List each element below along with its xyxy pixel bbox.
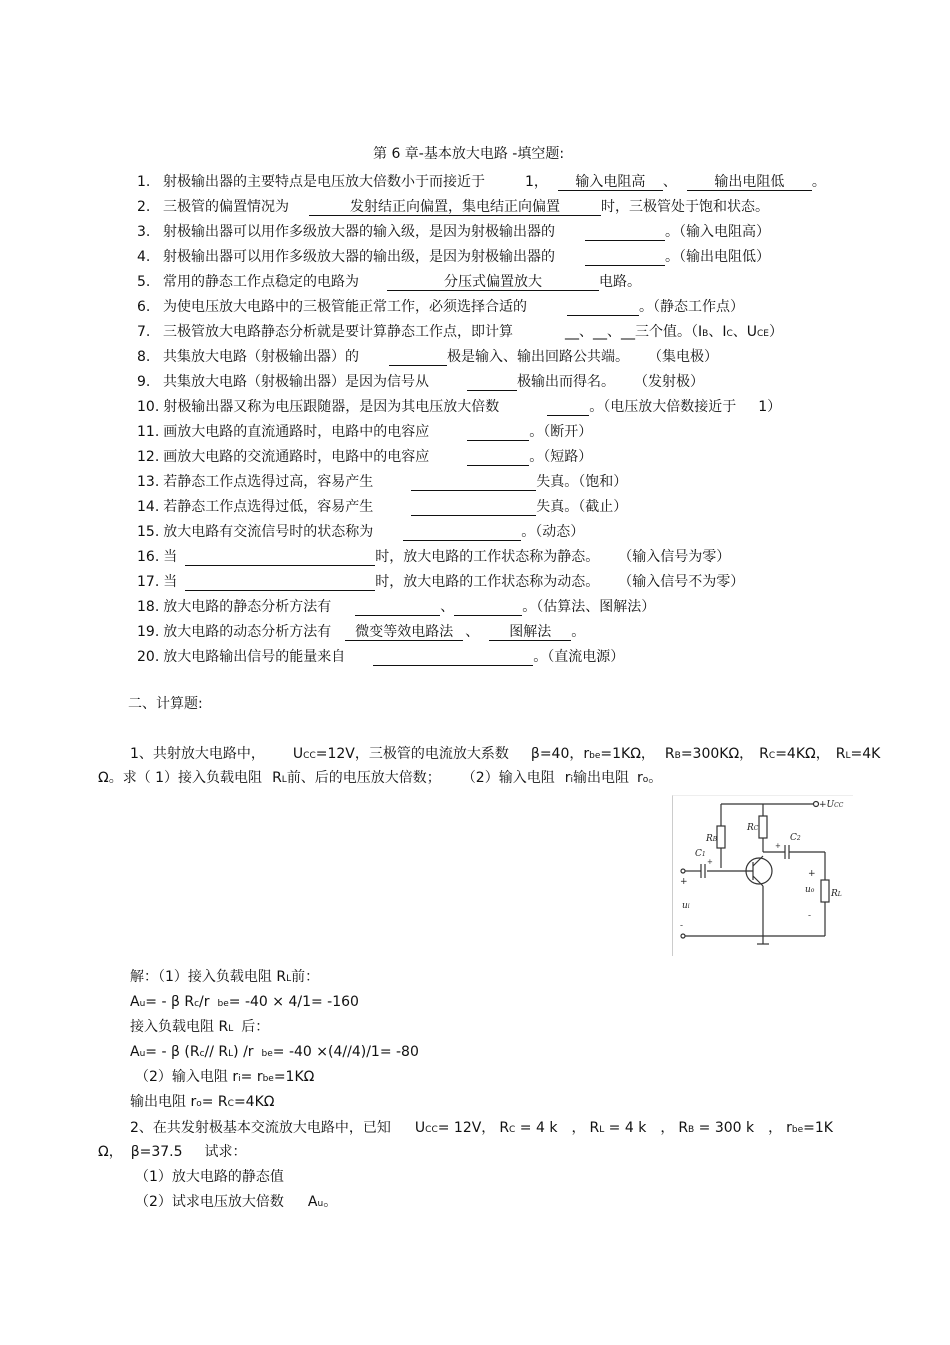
answer-blank: [467, 448, 529, 466]
question-4: [137, 248, 770, 266]
c2-label: C2: [790, 833, 801, 843]
answer-blank: [567, 298, 639, 316]
question-text: 电路。: [599, 274, 641, 290]
question-number: 17.: [137, 574, 160, 590]
vcc-label: +UCC: [819, 800, 844, 810]
question-1: [137, 173, 826, 191]
question-text: 。（动态）: [521, 524, 585, 540]
answer-hint: （输入信号为零）: [625, 549, 731, 565]
question-number: 13.: [137, 474, 160, 490]
question-text: 。: [571, 624, 586, 640]
question-text: B: [702, 329, 709, 339]
question-text: 。（输出电阻低）: [665, 249, 770, 265]
question-number: 20.: [137, 649, 160, 665]
question-number: 5.: [137, 274, 151, 290]
question-text: 时，放大电路的工作状态称为静态。: [375, 549, 600, 565]
question-text: 放大电路输出信号的能量来自: [163, 649, 346, 665]
answer-blank: 图解法: [489, 623, 571, 641]
question-number: 11.: [137, 424, 160, 440]
question-number: 9.: [137, 374, 151, 390]
question-text: 当: [163, 574, 178, 590]
question-text: 射极输出器又称为电压跟随器，是因为其电压放大倍数: [163, 399, 500, 415]
question-text: 若静态工作点选得过高，容易产生: [163, 474, 374, 490]
question-number: 7.: [137, 324, 151, 340]
question-text: 画放大电路的交流通路时，电路中的电容应: [163, 449, 430, 465]
minus-sign: -: [680, 921, 684, 931]
plus-sign: +: [680, 877, 688, 887]
answer-blank: [454, 598, 522, 616]
question-number: 19.: [137, 624, 160, 640]
question-text: 、: [662, 174, 677, 190]
question-text: 、: [465, 624, 480, 640]
question-number: 3.: [137, 224, 151, 240]
sol-line: （2）输入电阻 ri= rbe=1KΩ: [135, 1069, 315, 1085]
question-15: [137, 523, 584, 541]
rl-label: RL: [831, 889, 842, 899]
question-5: [137, 273, 641, 291]
question-text: 射极输出器可以用作多级放大器的输入级，是因为射极输出器的: [163, 224, 555, 240]
answer-hint: （集电极）: [655, 349, 718, 365]
question-number: 14.: [137, 499, 160, 515]
question-9: [137, 373, 704, 391]
question-13: [137, 473, 627, 491]
minus-sign: -: [808, 911, 812, 921]
question-8: [137, 348, 718, 366]
question-text: CE: [757, 329, 769, 339]
question-text: 失真。（饱和）: [536, 474, 628, 490]
question-number: 1.: [137, 174, 151, 190]
question-text: 当: [163, 549, 178, 565]
answer-hint: （发射极）: [641, 374, 704, 390]
question-text: 为使电压放大电路中的三极管能正常工作，必须选择合适的: [163, 299, 527, 315]
question-number: 15.: [137, 524, 160, 540]
calc1-line1: 1、共射放大电路中， UCC=12V，三极管的电流放大系数 β=40，rbe=1KΩ， RB=300KΩ， RC=4KΩ， RL=4K: [130, 746, 881, 762]
question-text: 若静态工作点选得过低，容易产生: [163, 499, 374, 515]
question-text: 。（电压放大倍数接近于: [589, 399, 737, 415]
question-text: 极是输入、输出回路公共端。: [447, 349, 629, 365]
answer-blank: 发射结正向偏置，集电结正向偏置: [309, 198, 601, 216]
question-17: [137, 573, 744, 591]
answer-blank: [373, 648, 533, 666]
question-text: 、I: [708, 324, 727, 340]
answer-blank: [467, 373, 517, 391]
question-number: 16.: [137, 549, 160, 565]
rb-label: RB: [706, 834, 718, 844]
section-heading: 二、计算题:: [128, 696, 203, 712]
question-text: 时，三极管处于饱和状态。: [601, 199, 769, 215]
answer-blank: [547, 398, 589, 416]
calc1-line2: Ω。求（ 1）接入负载电阻 RL前、后的电压放大倍数； （2）输入电阻 ri输出电阻 ro。: [98, 770, 663, 786]
answer-blank: [585, 248, 665, 266]
question-number: 12.: [137, 449, 160, 465]
ui-label: ui: [682, 901, 690, 911]
question-text: 三极管的偏置情况为: [163, 199, 289, 215]
calc2-item: （1）放大电路的静态值: [135, 1169, 284, 1185]
question-number: 2.: [137, 199, 151, 215]
question-text: 常用的静态工作点稳定的电路为: [163, 274, 359, 290]
uo-label: uo: [805, 885, 815, 895]
question-text: 极输出而得名。: [517, 374, 615, 390]
question-19: [137, 623, 585, 641]
question-14: [137, 498, 627, 516]
answer-blank: 输出电阻低: [687, 173, 812, 191]
question-number: 18.: [137, 599, 160, 615]
page-title: 第 6 章-基本放大电路 -填空题:: [373, 146, 565, 162]
answer-blank: [403, 523, 521, 541]
answer-blank: [467, 423, 529, 441]
question-text: 、U: [732, 324, 758, 340]
circuit-diagram: [672, 795, 853, 956]
question-text: 。（断开）: [529, 424, 593, 440]
question-7: [137, 323, 783, 343]
question-2: [137, 198, 769, 216]
question-text: 。（输入电阻高）: [665, 224, 770, 240]
question-text: 放大电路的静态分析方法有: [163, 599, 332, 615]
question-text: 时，放大电路的工作状态称为动态。: [375, 574, 600, 590]
question-text: __、__、__三个值。（I: [565, 324, 703, 340]
question-text: 。（短路）: [529, 449, 593, 465]
sol-line: 接入负载电阻 RL 后：: [130, 1019, 270, 1035]
question-text: 。（直流电源）: [533, 649, 625, 665]
answer-blank: [185, 548, 375, 566]
sol-line: 解：（1）接入负载电阻 RL前：: [130, 969, 320, 985]
question-text: 失真。（截止）: [536, 499, 628, 515]
c1-label: C1: [695, 849, 706, 859]
sol-line: Au= - β (Rc// RL) /r be= -40 ×(4//4)/1= -80: [130, 1044, 419, 1060]
question-20: [137, 648, 624, 666]
answer-blank: [585, 223, 665, 241]
question-text: 。（静态工作点）: [639, 299, 744, 315]
answer-hint: 1）: [758, 399, 782, 415]
sol-line: Au= - β Rc/r be= -40 × 4/1= -160: [130, 994, 359, 1010]
answer-blank: [411, 498, 536, 516]
question-text: 三极管放大电路静态分析就是要计算静态工作点，即计算: [163, 324, 513, 340]
question-number: 8.: [137, 349, 151, 365]
question-text: 。: [811, 174, 826, 190]
question-number: 10.: [137, 399, 160, 415]
sol-line: 输出电阻 ro= RC=4KΩ: [130, 1094, 275, 1110]
question-number: 6.: [137, 299, 151, 315]
question-text: 射极输出器可以用作多级放大器的输出级，是因为射极输出器的: [163, 249, 555, 265]
plus-sign: +: [808, 869, 816, 879]
question-12: [137, 448, 592, 466]
plus-sign: +: [775, 842, 781, 850]
question-6: [137, 298, 744, 316]
answer-blank: [185, 573, 375, 591]
answer-blank: [411, 473, 536, 491]
answer-blank: 分压式偏置放大: [387, 273, 599, 291]
calc2-line1: 2、在共发射极基本交流放大电路中，已知 UCC= 12V， RC = 4 k ， RL = 4 k ， RB = 300 k ， rbe=1K: [130, 1120, 833, 1136]
answer-hint: （输入信号不为零）: [625, 574, 745, 590]
calc2-line2: Ω， β=37.5 试求：: [98, 1144, 247, 1160]
question-11: [137, 423, 592, 441]
answer-blank: 微变等效电路法: [345, 623, 463, 641]
answer-blank: [355, 598, 440, 616]
plus-sign: +: [707, 858, 713, 866]
question-text: 、: [440, 599, 455, 615]
question-text: 射极输出器的主要特点是电压放大倍数小于而接近于: [163, 174, 485, 190]
question-text: 画放大电路的直流通路时，电路中的电容应: [163, 424, 430, 440]
question-text: 共集放大电路（射极输出器）的: [163, 349, 359, 365]
rc-label: RC: [747, 823, 759, 833]
question-text: C: [726, 329, 733, 339]
answer-blank: 输入电阻高: [558, 173, 663, 191]
question-text: ）: [769, 324, 783, 340]
question-18: [137, 598, 655, 616]
answer-blank: [389, 348, 447, 366]
question-number: 4.: [137, 249, 151, 265]
calc2-item: （2）试求电压放大倍数 Au。: [135, 1194, 338, 1210]
question-text: 1，: [525, 174, 548, 190]
question-16: [137, 548, 730, 566]
question-text: 放大电路有交流信号时的状态称为: [163, 524, 374, 540]
question-text: 。（估算法、图解法）: [522, 599, 656, 615]
question-text: 共集放大电路（射极输出器）是因为信号从: [163, 374, 429, 390]
question-10: [137, 398, 781, 416]
question-3: [137, 223, 770, 241]
question-text: 放大电路的动态分析方法有: [163, 624, 332, 640]
